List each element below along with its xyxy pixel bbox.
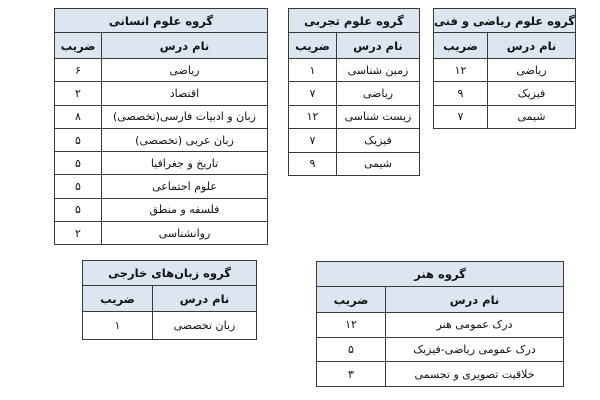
course-name: ریاضی xyxy=(102,59,268,82)
table-row xyxy=(289,59,420,82)
table-row xyxy=(289,105,420,128)
course-name: روانشناسی xyxy=(102,222,268,245)
table-row xyxy=(55,175,268,198)
course-name: فیزیک xyxy=(488,82,576,105)
table-art xyxy=(316,261,564,387)
table-humanities xyxy=(54,8,268,245)
coefficient: ۹ xyxy=(434,82,488,105)
table-row xyxy=(83,312,257,340)
course-name: ریاضی xyxy=(488,59,576,82)
table-row xyxy=(55,105,268,128)
coefficient: ۸ xyxy=(55,105,102,128)
column-header-coefficient: ضریب xyxy=(55,33,102,59)
coefficient: ۱۲ xyxy=(434,59,488,82)
table-row xyxy=(289,152,420,175)
coefficient: ۲ xyxy=(55,82,102,105)
coefficient: ۱۲ xyxy=(317,313,386,338)
column-header-course: نام درس xyxy=(102,33,268,59)
coefficient: ۹ xyxy=(289,152,337,175)
table-row xyxy=(55,82,268,105)
table-title: گروه زبان‌های خارجی xyxy=(83,261,257,286)
coefficient: ۵ xyxy=(55,152,102,175)
course-name: علوم اجتماعی xyxy=(102,175,268,198)
table-row xyxy=(55,152,268,175)
table-row xyxy=(55,59,268,82)
column-header-course: نام درس xyxy=(153,286,257,312)
table-row xyxy=(317,337,564,362)
table-row xyxy=(434,82,576,105)
table-foreign-languages xyxy=(82,260,257,340)
coefficient: ۷ xyxy=(289,82,337,105)
table-row xyxy=(317,362,564,387)
coefficient: ۱۲ xyxy=(289,105,337,128)
course-name: شیمی xyxy=(337,152,420,175)
table-experimental xyxy=(288,8,420,176)
table-row xyxy=(55,222,268,245)
coefficient: ۱ xyxy=(289,59,337,82)
coefficient: ۵ xyxy=(55,198,102,221)
table-title: گروه علوم تجربی xyxy=(289,9,420,33)
table-row xyxy=(55,198,268,221)
course-name: زیست شناسی xyxy=(337,105,420,128)
course-name: زبان و ادبیات فارسی(تخصصی) xyxy=(102,105,268,128)
coefficient: ۵ xyxy=(317,337,386,362)
course-name: خلاقیت تصویری و تجسمی xyxy=(386,362,564,387)
coefficient: ۶ xyxy=(55,59,102,82)
course-name: زبان عربی (تخصصی) xyxy=(102,128,268,151)
column-header-coefficient: ضریب xyxy=(317,287,386,313)
table-row xyxy=(55,128,268,151)
coefficient: ۵ xyxy=(55,175,102,198)
table-math xyxy=(433,8,576,129)
table-row xyxy=(289,129,420,152)
column-header-course: نام درس xyxy=(337,33,420,59)
column-header-course: نام درس xyxy=(488,33,576,59)
course-name: درک عمومی ریاضی-فیزیک xyxy=(386,337,564,362)
course-name: فیزیک xyxy=(337,129,420,152)
table-row xyxy=(317,313,564,338)
table-title: گروه علوم انسانی xyxy=(55,9,268,33)
table-title: گروه علوم ریاضی و فنی xyxy=(434,9,576,33)
column-header-coefficient: ضریب xyxy=(83,286,153,312)
course-name: درک عمومی هنر xyxy=(386,313,564,338)
table-row xyxy=(289,82,420,105)
coefficient: ۷ xyxy=(434,105,488,128)
column-header-coefficient: ضریب xyxy=(434,33,488,59)
course-name: ریاضی xyxy=(337,82,420,105)
coefficient: ۱ xyxy=(83,312,153,340)
table-row xyxy=(434,59,576,82)
coefficient: ۷ xyxy=(289,129,337,152)
coefficient: ۳ xyxy=(317,362,386,387)
course-name: اقتصاد xyxy=(102,82,268,105)
coefficient: ۲ xyxy=(55,222,102,245)
course-name: شیمی xyxy=(488,105,576,128)
course-name: تاریخ و جغرافیا xyxy=(102,152,268,175)
column-header-coefficient: ضریب xyxy=(289,33,337,59)
course-name: زبان تخصصی xyxy=(153,312,257,340)
coefficient: ۵ xyxy=(55,128,102,151)
course-name: فلسفه و منطق xyxy=(102,198,268,221)
table-row xyxy=(434,105,576,128)
column-header-course: نام درس xyxy=(386,287,564,313)
course-name: زمین شناسی xyxy=(337,59,420,82)
table-title: گروه هنر xyxy=(317,262,564,287)
